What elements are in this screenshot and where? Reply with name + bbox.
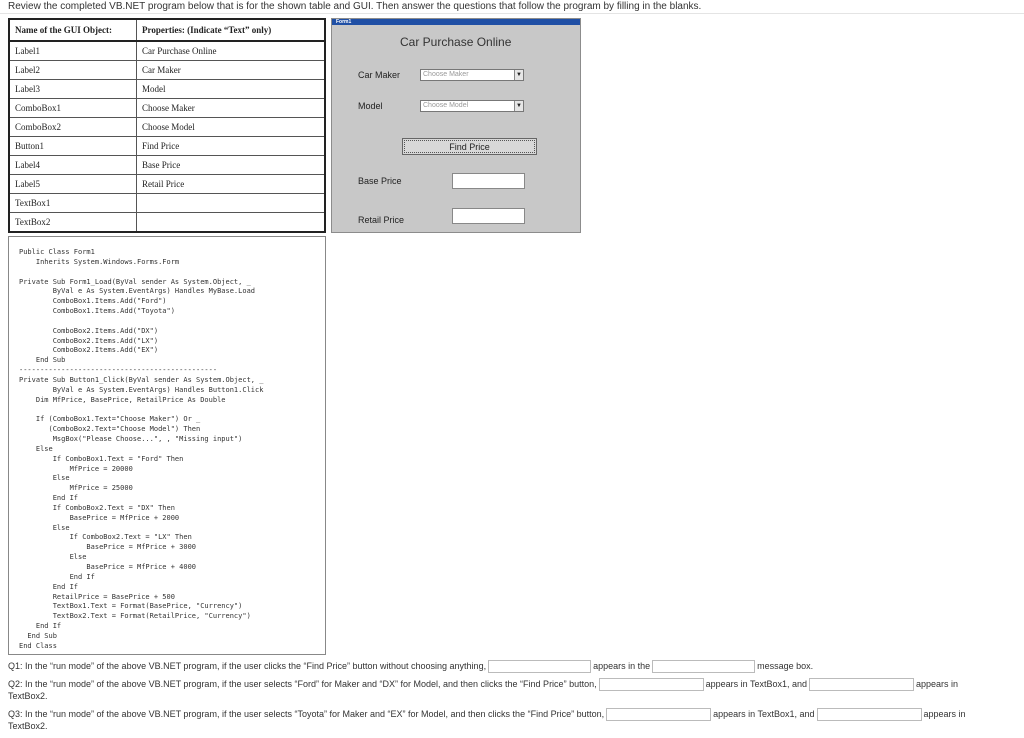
question-1 — [8, 660, 813, 673]
question-2 — [8, 678, 958, 691]
model-combobox[interactable] — [420, 100, 524, 112]
table-cell: Car Purchase Online — [137, 41, 326, 61]
table-cell: Label3 — [9, 80, 137, 99]
q3-text: Q3: In the “run mode” of the above VB.NET program, if the user selects “Toyota” for Maker and “EX” for Model, and then clicks the “Find Price” button, — [8, 709, 605, 719]
maker-combobox-text: Choose Maker — [423, 71, 469, 78]
table-cell: Choose Model — [137, 118, 326, 137]
code-text: Public Class Form1 Inherits System.Windows.Forms.Form Private Sub Form1_Load(ByVal sender As System.Object, _ ByVal e As System.EventArgs) Handles MyBase.Load ComboBox1.Items.Add("Ford") ComboBox1.Items.Add("Toyota") ComboBox2.Items.Add("DX") ComboBox2.Items.Add("LX") ComboBox2.Items.Add("EX") End Sub ----------------------------------------------- Private Sub Button1_Click(ByVal sender As System.Object, _ ByVal e As System.EventArgs) Handles Button1.Click Dim MfPrice, BasePrice, RetailPrice As Double If (ComboBox1.Text="Choose Maker") Or _ (ComboBox2.Text="Choose Model") Then MsgBox("Please Choose...", , "Missing input") Else If ComboBox1.Text = "Ford" Then MfPrice = 20000 Else MfPrice = 25000 End If If ComboBox2.Text = "DX" Then BasePrice = MfPrice + 2000 Else If ComboBox2.Text = "LX" Then BasePrice = MfPrice + 3000 Else BasePrice = MfPrice + 4000 End If End If RetailPrice = BasePrice + 500 TextBox1.Text = Format(BasePrice, "Currency") TextBox2.Text = Format(RetailPrice, "Currency") End If End Sub End Class — [19, 248, 264, 650]
q1-text-2: appears in the — [593, 661, 651, 671]
table-row — [9, 80, 325, 99]
table-cell: Choose Maker — [137, 99, 326, 118]
q3-text-2: appears in TextBox1, and — [713, 709, 815, 719]
table-cell: ComboBox1 — [9, 99, 137, 118]
table-row — [9, 194, 325, 213]
code-listing — [8, 236, 326, 655]
table-cell — [137, 194, 326, 213]
table-cell: Base Price — [137, 156, 326, 175]
column-header: Name of the GUI Object: — [9, 19, 137, 41]
form-heading: Car Purchase Online — [400, 35, 512, 49]
q1-answer-input-1[interactable] — [488, 660, 591, 673]
model-combobox-text: Choose Model — [423, 102, 469, 109]
q3-answer-input-1[interactable] — [606, 708, 711, 721]
table-cell: TextBox1 — [9, 194, 137, 213]
maker-combobox[interactable] — [420, 69, 524, 81]
table-cell: Label2 — [9, 61, 137, 80]
form-window — [331, 18, 581, 233]
base-price-textbox[interactable] — [452, 173, 525, 189]
question-3 — [8, 708, 966, 721]
q2-text-2: appears in TextBox1, and — [705, 679, 807, 689]
q2-continuation: TextBox2. — [8, 691, 48, 701]
chevron-down-icon[interactable]: ▼ — [514, 70, 523, 80]
intro-text: Review the completed VB.NET program below that is for the shown table and GUI. Then answer the questions that follow the program by filling in the blanks. — [8, 1, 702, 12]
table-cell — [137, 213, 326, 233]
q1-text: Q1: In the “run mode” of the above VB.NET program, if the user clicks the “Find Price” button without choosing anything, — [8, 661, 487, 671]
questions — [8, 660, 1018, 738]
table-row — [9, 175, 325, 194]
table-cell: Label1 — [9, 41, 137, 61]
find-price-button[interactable] — [402, 138, 537, 155]
table-row — [9, 61, 325, 80]
model-label: Model — [358, 101, 383, 111]
table-cell: Find Price — [137, 137, 326, 156]
table-cell: Retail Price — [137, 175, 326, 194]
q3-answer-input-2[interactable] — [817, 708, 922, 721]
find-price-button-label: Find Price — [404, 140, 535, 153]
table-row — [9, 118, 325, 137]
q2-text-3: appears in — [916, 679, 959, 689]
properties-table — [8, 18, 326, 233]
table-cell: Car Maker — [137, 61, 326, 80]
table-cell: Label5 — [9, 175, 137, 194]
retail-price-textbox[interactable] — [452, 208, 525, 224]
table-cell: Model — [137, 80, 326, 99]
q3-continuation: TextBox2. — [8, 721, 48, 731]
form-window-title: Form1 — [336, 19, 352, 25]
q1-text-3: message box. — [757, 661, 814, 671]
table-row — [9, 156, 325, 175]
table-cell: ComboBox2 — [9, 118, 137, 137]
q2-answer-input-2[interactable] — [809, 678, 914, 691]
form-title-bar — [332, 19, 580, 25]
table-row — [9, 41, 325, 61]
table-cell: TextBox2 — [9, 213, 137, 233]
car-maker-label: Car Maker — [358, 70, 401, 80]
table-row — [9, 99, 325, 118]
table-header-row — [9, 19, 325, 41]
q2-text: Q2: In the “run mode” of the above VB.NET program, if the user selects “Ford” for Maker and “DX” for Model, and then clicks the “Find Price” button, — [8, 679, 597, 689]
column-header: Properties: (Indicate “Text” only) — [137, 19, 326, 41]
q1-answer-input-2[interactable] — [652, 660, 755, 673]
retail-price-label: Retail Price — [358, 215, 405, 225]
table-cell: Label4 — [9, 156, 137, 175]
chevron-down-icon[interactable]: ▼ — [514, 101, 523, 111]
table-cell: Button1 — [9, 137, 137, 156]
table-row — [9, 137, 325, 156]
base-price-label: Base Price — [358, 176, 402, 186]
q2-answer-input-1[interactable] — [599, 678, 704, 691]
q3-text-3: appears in — [923, 709, 966, 719]
divider — [0, 13, 1024, 14]
table-row — [9, 213, 325, 233]
